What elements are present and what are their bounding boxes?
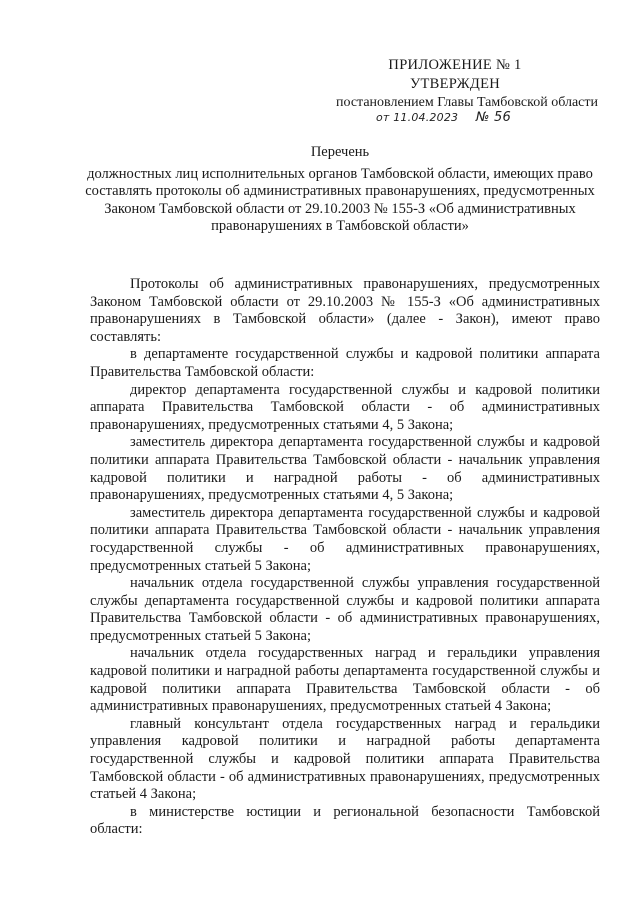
- approval-block: [300, 56, 610, 112]
- paragraph: в министерстве юстиции и региональной безопасности Тамбовской области:: [90, 803, 600, 838]
- paragraph: главный консультант отдела государственных наград и геральдики управления кадровой политики и наградной работы департамента государственной службы и кадровой политики аппарата Правительства Тамбовской области - об административных правонарушениях, предусмотренных статьей 4 Закона;: [90, 715, 600, 803]
- handwritten-date: от 11.04.2023: [376, 111, 459, 124]
- paragraph: заместитель директора департамента государственной службы и кадровой политики аппарата Правительства Тамбовской области - начальник управления государственной службы - об административных правонарушениях, предусмотренных статьей 5 Закона;: [90, 504, 600, 574]
- paragraph: заместитель директора департамента государственной службы и кадровой политики аппарата Правительства Тамбовской области - начальник управления кадровой политики и наградной работы - об административных правонарушениях, предусмотренных статьями 4, 5 Закона;: [90, 434, 600, 504]
- document-body: [90, 276, 600, 839]
- appendix-label: ПРИЛОЖЕНИЕ № 1: [388, 57, 522, 73]
- document-title: [80, 144, 600, 236]
- title-heading: Перечень: [310, 144, 370, 160]
- paragraph: Протоколы об административных правонарушениях, предусмотренных Законом Тамбовской области от 29.10.2003 № 155-З «Об административных правонарушениях в Тамбовской области» (далее - Закон), имеют право составлять:: [90, 276, 600, 345]
- paragraph: начальник отдела государственной службы управления государственной службы департамента государственной службы и кадровой политики аппарата Правительства Тамбовской области - об административных правонарушениях, предусмотренных статьей 5 Закона;: [90, 575, 600, 644]
- decree-line: постановлением Главы Тамбовской области: [335, 95, 598, 110]
- title-text: должностных лиц исполнительных органов Тамбовской области, имеющих право составлять протоколы об административных правонарушениях, предусмотренных Законом Тамбовской области от 29.10.2003 № 155-З «Об административных правонарушениях в Тамбовской области»: [85, 165, 595, 234]
- paragraph: начальник отдела государственных наград и геральдики управления кадровой политики и наградной работы департамента государственной службы и кадровой политики аппарата Правительства Тамбовской области - об административных правонарушениях, предусмотренных статьей 4 Закона;: [90, 645, 600, 715]
- paragraph: в департаменте государственной службы и кадровой политики аппарата Правительства Тамбовской области:: [90, 346, 600, 380]
- paragraph: директор департамента государственной службы и кадровой политики аппарата Правительства Тамбовской области - об административных правонарушениях, предусмотренных статьями 4, 5 Закона;: [90, 381, 600, 433]
- handwritten-number: № 56: [475, 110, 511, 125]
- approved-label: УТВЕРЖДЕН: [409, 76, 501, 92]
- handwritten-date-number: [376, 110, 511, 125]
